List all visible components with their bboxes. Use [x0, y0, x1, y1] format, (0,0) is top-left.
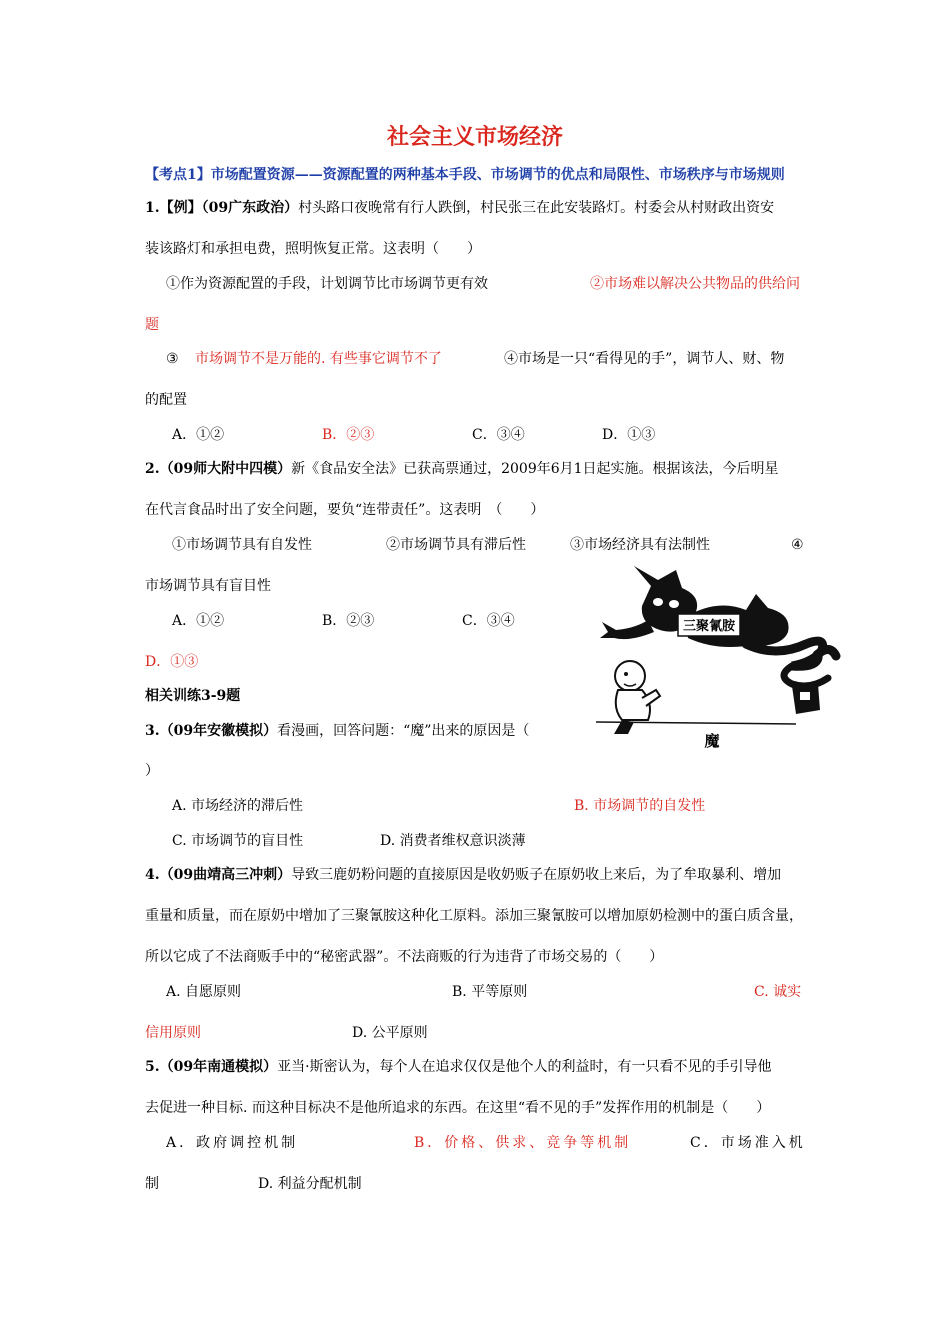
question-2-head: 2.（09师大附中四模） — [145, 461, 292, 477]
question-5-choice-b: B．价格、供求、竞争等机制 — [414, 1135, 632, 1151]
question-4-choice-d: D. 公平原则 — [352, 1025, 428, 1041]
question-4-choice-b: B. 平等原则 — [452, 984, 528, 1000]
question-1-stem-2: 装该路灯和承担电费，照明恢复正常。这表明（ ） — [145, 241, 481, 257]
topic-heading: 【考点1】市场配置资源——资源配置的两种基本手段、市场调节的优点和局限性、市场秩序与市场规则 — [145, 167, 785, 183]
question-2-choice-d: D．①③ — [145, 654, 199, 670]
question-4-stem-2: 重量和质量，而在原奶中增加了三聚氰胺这种化工原料。添加三聚氰胺可以增加原奶检测中的蛋白质含量， — [145, 908, 803, 924]
question-5-choice-a: A．政府调控机制 — [166, 1135, 299, 1151]
question-2-choice-a: A．①② — [172, 613, 225, 629]
cartoon-illustration — [596, 558, 862, 754]
training-heading: 相关训练3-9题 — [145, 688, 241, 704]
question-4-line-1 — [145, 866, 781, 884]
question-1-head: 1.【例】（09广东政治） — [145, 200, 299, 216]
milk-box-label — [800, 692, 810, 700]
question-2-option-4: 市场调节具有盲目性 — [145, 578, 271, 594]
question-1-option-1: ①作为资源配置的手段，计划调节比市场调节更有效 — [166, 276, 488, 292]
question-1-option-3: 市场调节不是万能的. 有些事它调节不了 — [195, 351, 442, 367]
question-5-choice-d: D. 利益分配机制 — [258, 1176, 362, 1192]
question-4-choice-c-cont: 信用原则 — [145, 1025, 201, 1041]
question-4-stem-3: 所以它成了不法商贩手中的“秘密武器”。不法商贩的行为违背了市场交易的（ ） — [145, 949, 664, 965]
question-5-stem-2: 去促进一种目标. 而这种目标决不是他所追求的东西。在这里“看不见的手”发挥作用的机制是（ ） — [145, 1100, 771, 1116]
question-3-choice-c: C. 市场调节的盲目性 — [172, 833, 304, 849]
question-4-stem-1: 导致三鹿奶粉问题的直接原因是收奶贩子在原奶收上来后，为了牟取暴利、增加 — [291, 867, 782, 883]
question-1-choice-a: A．①② — [172, 427, 225, 443]
demon-eye-right — [669, 600, 679, 608]
question-2-option-3: ③市场经济具有法制性 — [570, 537, 710, 553]
question-4-choice-c: C. 诚实 — [754, 984, 802, 1000]
question-1-option-3-num: ③ — [166, 351, 179, 367]
question-1-choice-c: C．③④ — [472, 427, 525, 443]
question-2-stem-1: 新《食品安全法》已获高票通过，2009年6月1日起实施。根据该法，今后明星 — [291, 461, 779, 477]
demon-left-arm — [600, 620, 654, 639]
question-5-stem-1: 亚当·斯密认为，每个人在追求仅仅是他个人的利益时，有一只看不见的手引导他 — [277, 1059, 772, 1075]
question-2-stem-2: 在代言食品时出了安全问题，要负“连带责任”。这表明 （ ） — [145, 502, 545, 518]
question-3-stem-2: ） — [145, 763, 159, 779]
question-1-choice-d: D．①③ — [602, 427, 656, 443]
question-1-option-2-cont: 题 — [145, 317, 159, 333]
question-1-option-4-cont: 的配置 — [145, 392, 187, 408]
child-body — [616, 690, 650, 720]
question-2-line-1 — [145, 460, 779, 478]
question-3-choice-d: D. 消费者维权意识淡薄 — [380, 833, 526, 849]
question-1-option-4: ④市场是一只“看得见的手”，调节人、财、物 — [504, 351, 785, 367]
question-5-choice-c: C．市场准入机 — [690, 1135, 806, 1151]
question-3-line-1 — [145, 722, 529, 740]
question-2-option-2: ②市场调节具有滞后性 — [386, 537, 526, 553]
cartoon-label: 三聚氰胺 — [682, 619, 736, 634]
question-2-option-4-num: ④ — [791, 537, 804, 553]
child-eye — [624, 672, 628, 676]
question-1-stem-1: 村头路口夜晚常有行人跌倒，村民张三在此安装路灯。村委会从村财政出资安 — [298, 200, 775, 216]
question-3-head: 3.（09年安徽模拟） — [145, 723, 278, 739]
question-4-choice-a: A. 自愿原则 — [166, 984, 242, 1000]
cartoon-caption: 魔 — [704, 732, 720, 750]
question-1-line-1 — [145, 199, 774, 217]
question-3-stem-1: 看漫画，回答问题：“魔”出来的原因是（ — [277, 723, 530, 739]
demon-eye-left — [653, 598, 663, 606]
question-3-choice-b: B. 市场调节的自发性 — [574, 798, 706, 814]
question-1-choice-b: B．②③ — [322, 427, 375, 443]
demon-smoke-trail — [746, 641, 836, 666]
question-5-line-1 — [145, 1058, 772, 1076]
page-title: 社会主义市场经济 — [386, 124, 563, 150]
question-2-choice-c: C．③④ — [462, 613, 515, 629]
question-5-head: 5.（09年南通模拟） — [145, 1059, 278, 1075]
question-2-choice-b: B．②③ — [322, 613, 375, 629]
question-2-option-1: ①市场调节具有自发性 — [172, 537, 312, 553]
question-4-head: 4.（09曲靖高三冲刺） — [145, 867, 292, 883]
question-5-choice-c-cont: 制 — [145, 1176, 159, 1192]
question-3-choice-a: A. 市场经济的滞后性 — [172, 798, 304, 814]
question-1-option-2: ②市场难以解决公共物品的供给问 — [590, 276, 800, 292]
